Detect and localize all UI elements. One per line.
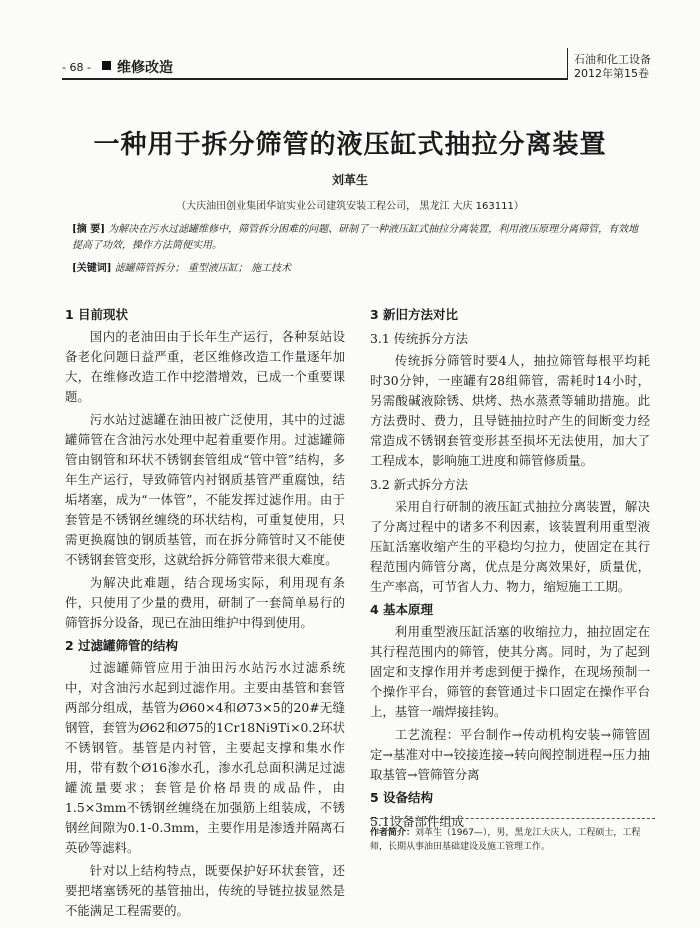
- author: 刘革生: [331, 173, 368, 187]
- paragraph: 采用自行研制的液压缸式抽拉分离装置，解决了分离过程中的诸多不利因素，该装置利用重型液压缸活塞收缩产生的平稳均匀拉力，使固定在其行程范围内筛管分离，优点是分离效果好，质量优，生产率高，可节省人力、物力，缩短施工工期。: [370, 499, 650, 594]
- journal-issue: 2012年第15卷: [574, 67, 649, 80]
- abstract: [72, 222, 642, 254]
- subsection-heading: 5.1设备部件组成: [370, 814, 465, 829]
- right-column: [370, 305, 650, 834]
- section-heading: 4 基本原理: [370, 602, 434, 617]
- keywords: [72, 259, 642, 274]
- journal-name: 石油和化工设备: [574, 53, 651, 66]
- footnote-label: 作者简介：: [370, 828, 416, 838]
- footnote-text: 刘革生（1967—），男，黑龙江大庆人，工程硕士，工程师，长期从事油田基础建设及施工管理工作。: [370, 828, 641, 852]
- header-rule: [62, 78, 567, 80]
- page-number: - 68 -: [62, 61, 91, 74]
- paragraph: 针对以上结构特点，既要保护好环状套管，还要把堵塞锈死的基管抽出，传统的导链拉拔显然是不能满足工程需要的。: [65, 863, 345, 918]
- subsection-heading: 3.2 新式拆分方法: [370, 477, 468, 492]
- section-label: 维修改造: [117, 60, 173, 76]
- left-column: [65, 305, 345, 924]
- section-heading: 2 过滤罐筛管的结构: [65, 638, 179, 653]
- paragraph: 国内的老油田由于长年生产运行，各种泵站设备老化问题日益严重，老区维修改造工作量逐年加大，在维修改造工作中挖潜增效，已成一个重要课题。: [65, 329, 345, 404]
- section-heading: 3 新旧方法对比: [370, 307, 459, 322]
- header-divider: [567, 48, 568, 80]
- keywords-text: 滤罐筛管拆分； 重型液压缸； 施工技术: [114, 263, 292, 274]
- paragraph: 利用重型液压缸活塞的收缩拉力，抽拉固定在其行程范围内的筛管，使其分离。同时，为了起到固定和支撑作用并考虑到便于操作，在现场预制一个操作平台，筛管的套管通过卡口固定在操作平台上，基管一端焊接挂钩。: [370, 624, 650, 719]
- author-footnote: [370, 826, 655, 854]
- paragraph: 为解决此难题，结合现场实际，利用现有条件，只使用了少量的费用，研制了一套简单易行的筛管拆分设备，现已在油田维护中得到使用。: [65, 575, 345, 630]
- section-heading: 1 目前现状: [65, 307, 129, 322]
- keywords-label: [关键词]: [72, 263, 112, 274]
- abstract-label: [摘 要]: [72, 224, 105, 235]
- article-title: 一种用于拆分筛管的液压缸式抽拉分离装置: [93, 130, 607, 160]
- section-square-icon: [102, 61, 111, 70]
- paragraph: 传统拆分筛管时要4人，抽拉筛管每根平均耗时30分钟，一座罐有28组筛管，需耗时14小时，另需酸碱液除锈、烘烤、热水蒸煮等辅助措施。此方法费时、费力，且导链抽拉时产生的间断变力经常造成不锈钢套管变形甚至损坏无法使用，加大了工程成本，影响施工进度和筛管修质量。: [370, 353, 650, 468]
- footnote-rule: [370, 818, 655, 819]
- paragraph: 工艺流程：平台制作→传动机构安装→筛管固定→基准对中→铰接连接→转向阀控制进程→压力抽取基管→管筛管分离: [370, 727, 650, 782]
- paragraph: 污水站过滤罐在油田被广泛使用，其中的过滤罐筛管在含油污水处理中起着重要作用。过滤罐筛管由钢管和环状不锈钢套管组成“管中管”结构，多年生产运行，导致筛管内衬钢质基管严重腐蚀，结垢堵塞，成为“一体管”，不能发挥过滤作用。由于套管是不锈钢丝缠绕的环状结构，可重复使用，只需更换腐蚀的钢质基管，而在拆分筛管时又不能使不锈钢套管变形，这就给拆分筛管带来很大难度。: [65, 412, 345, 567]
- paragraph: 过滤罐筛管应用于油田污水站污水过滤系统中，对含油污水起到过滤作用。主要由基管和套管两部分组成，基管为Ø60×4和Ø73×5的20#无缝钢管，套管为Ø62和Ø75的1Cr18Ni9Ti×0.2环状不锈钢管。基管是内衬管，主要起支撑和集水作用，带有数个Ø16渗水孔，渗水孔总面积满足过滤罐流量要求；套管是价格昂贵的成品件，由1.5×3mm不锈钢丝缠绕在加强筋上组装成，不锈钢丝间隙为0.1-0.3mm，主要作用是渗透并隔离石英砂等滤料。: [65, 660, 345, 855]
- abstract-text: 为解决在污水过滤罐维修中，筛管拆分困难的问题、研制了一种液压缸式抽拉分离装置，利用液压原理分离筛管，有效地提高了功效，操作方法简便实用。: [72, 224, 639, 251]
- section-heading: 5 设备结构: [370, 790, 434, 805]
- subsection-heading: 3.1 传统拆分方法: [370, 331, 468, 346]
- affiliation: （大庆油田创业集团华谊实业公司建筑安装工程公司， 黑龙江 大庆 163111）: [176, 201, 524, 212]
